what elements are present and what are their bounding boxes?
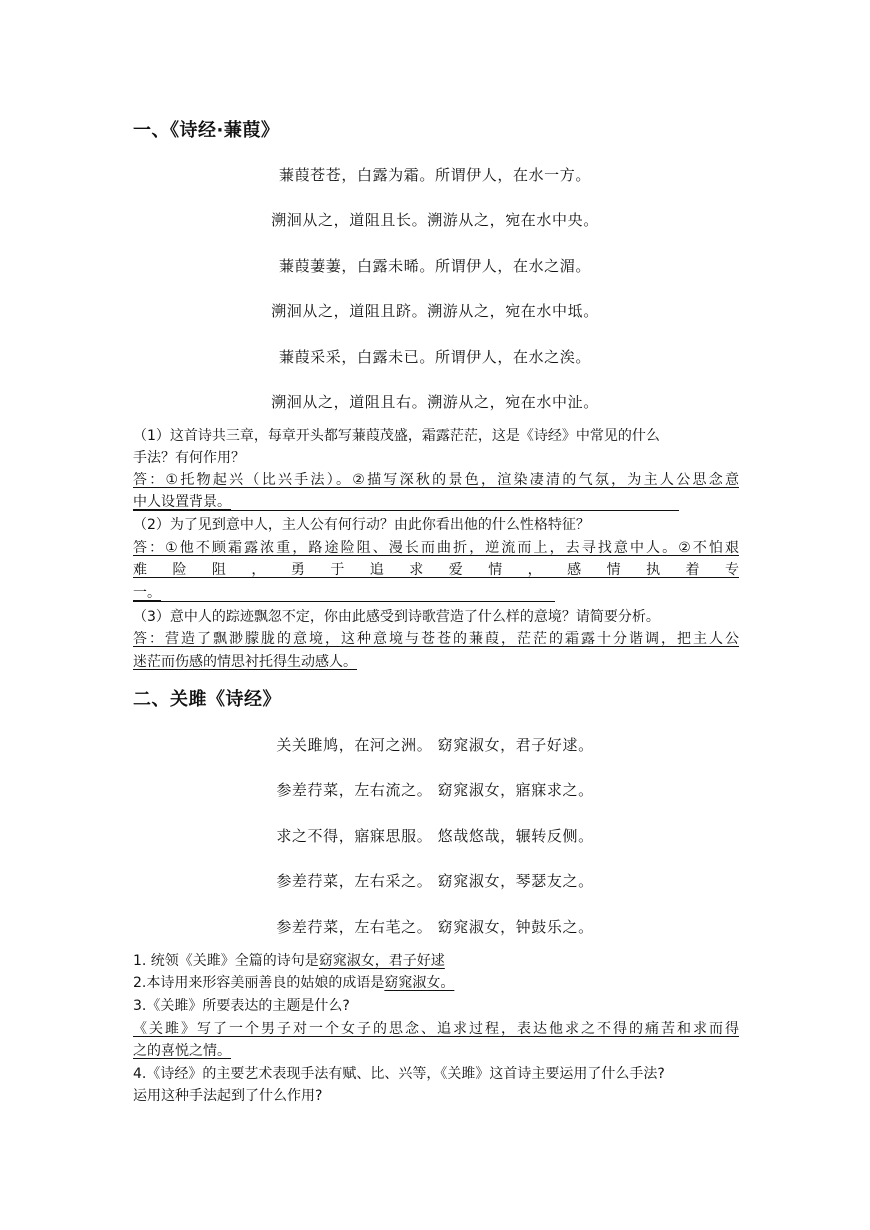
question-1-line-1: （1）这首诗共三章，每章开头都写蒹葭茂盛，霜露茫茫，这是《诗经》中常见的什么 [133,428,660,444]
question-1-answer: 窈窕淑女，君子好逑 [318,953,445,969]
answer-3-line-1: 答：营造了飘渺朦胧的意境，这种意境与苍苍的蒹葭，茫茫的霜露十分谐调，把主人公 [133,631,739,647]
question-2-answer: 窈窕淑女。 [384,975,455,991]
answer-2-line-2: 难险阻，勇于追求爱情，感情执着专 [133,562,739,578]
answer-3-line-1: 《关雎》写了一个男子对一个女子的思念、追求过程，表达他求之不得的痛苦和求而得 [133,1021,739,1037]
section-1-heading: 一、《诗经·蒹葭》 [133,120,280,141]
answer-3-line-2: 迷茫而伤感的情思衬托得生动感人。 [133,654,357,670]
question-3-line-1: 3.《关雎》所要表达的主题是什么? [133,998,350,1014]
answer-3-line-2: 之的喜悦之情。 [133,1043,231,1059]
poem-line: 溯洄从之，道阻且长。溯游从之，宛在水中央。 [271,211,599,229]
question-2-prefix: 2.本诗用来形容美丽善良的姑娘的成语是 [133,975,385,991]
poem-line: 求之不得，寤寐思服。 悠哉悠哉，辗转反侧。 [276,827,594,845]
question-2 [133,972,739,994]
question-1-line-2: 手法？有何作用？ [133,450,245,466]
poem-line: 蒹葭采采，白露未已。所谓伊人，在水之涘。 [278,348,591,366]
question-3-line-1: （3）意中人的踪迹飘忽不定，你由此感受到诗歌营造了什么样的意境？请简要分析。 [133,609,660,625]
answer-2-line-3: 一。 [133,585,161,601]
poem-line: 参差荇菜，左右流之。 窈窕淑女，寤寐求之。 [276,781,594,799]
question-1-prefix: 1. 统领《关雎》全篇的诗句是 [133,953,319,969]
poem-line: 溯洄从之，道阻且右。溯游从之，宛在水中沚。 [271,393,599,411]
question-4-line-2: 运用这种手法起到了什么作用? [133,1088,323,1104]
poem-line: 蒹葭苍苍，白露为霜。所谓伊人，在水一方。 [278,166,591,184]
answer-1-line-2: 中人设置背景。 [133,494,231,510]
poem-line: 溯洄从之，道阻且跻。溯游从之，宛在水中坻。 [271,302,599,320]
poem-line: 关关雎鸠，在河之洲。 窈窕淑女，君子好逑。 [276,736,594,754]
poem-line: 蒹葭萋萋，白露未晞。所谓伊人，在水之湄。 [278,257,591,275]
answer-underline [133,510,679,511]
question-2-line-1: （2）为了见到意中人，主人公有何行动？由此你看出他的什么性格特征？ [133,517,590,533]
section-2-heading: 二、关雎《诗经》 [133,689,281,710]
answer-2-line-1: 答：①他不顾霜露浓重，路途险阻、漫长而曲折，逆流而上，去寻找意中人。②不怕艰 [133,540,739,556]
question-4-line-1: 4.《诗经》的主要艺术表现手法有赋、比、兴等，《关雎》这首诗主要运用了什么手法? [133,1066,665,1082]
answer-1-line-1: 答：①托物起兴（比兴手法）。②描写深秋的景色，渲染凄清的气氛，为主人公思念意 [133,472,739,488]
poem-line: 参差荇菜，左右采之。 窈窕淑女，琴瑟友之。 [276,872,594,890]
question-1 [133,950,739,972]
answer-underline [133,601,555,602]
poem-line: 参差荇菜，左右芼之。 窈窕淑女，钟鼓乐之。 [276,918,594,936]
